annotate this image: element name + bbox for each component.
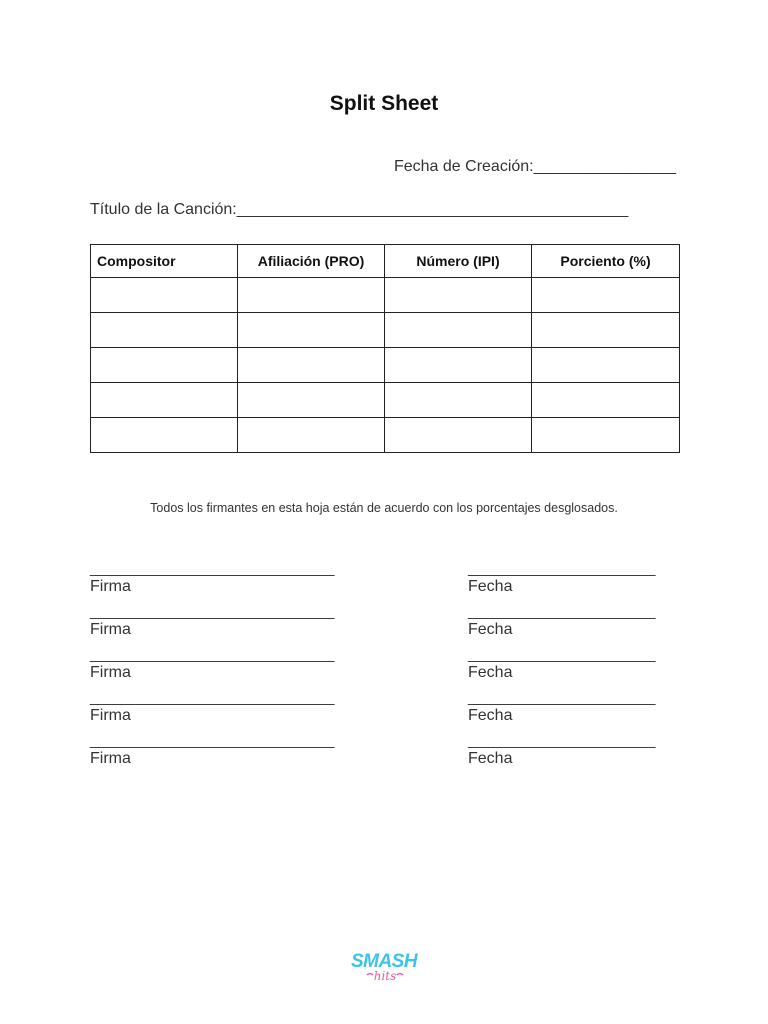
table-cell-porciento[interactable] bbox=[532, 278, 680, 313]
signature-line: ______________________________ bbox=[90, 732, 335, 749]
table-cell-numero[interactable] bbox=[385, 418, 532, 453]
signature-row bbox=[90, 647, 690, 690]
table-cell-porciento[interactable] bbox=[532, 383, 680, 418]
date-label: Fecha bbox=[468, 621, 513, 638]
table-cell-afiliacion[interactable] bbox=[238, 418, 385, 453]
table-cell-compositor[interactable] bbox=[91, 313, 238, 348]
svg-text:hits: hits bbox=[373, 969, 397, 983]
date-label: Fecha bbox=[468, 664, 513, 681]
date-field[interactable] bbox=[468, 604, 655, 640]
date-field[interactable] bbox=[468, 690, 655, 726]
header-porciento: Porciento (%) bbox=[532, 245, 680, 278]
signature-field[interactable] bbox=[90, 647, 334, 683]
signature-field[interactable] bbox=[90, 604, 334, 640]
table-cell-numero[interactable] bbox=[385, 278, 532, 313]
page-title: Split Sheet bbox=[329, 92, 439, 115]
signature-row bbox=[90, 561, 690, 604]
date-label: Fecha bbox=[468, 578, 513, 595]
table-cell-numero[interactable] bbox=[385, 383, 532, 418]
fecha-creacion-field[interactable]: Fecha de Creación:________________ bbox=[393, 158, 676, 175]
table-cell-compositor[interactable] bbox=[91, 278, 238, 313]
table-row bbox=[91, 348, 680, 383]
signature-label: Firma bbox=[90, 750, 131, 767]
table-cell-afiliacion[interactable] bbox=[238, 278, 385, 313]
date-line: _______________________ bbox=[468, 603, 656, 620]
smash-hits-logo-icon bbox=[339, 948, 429, 984]
table-row bbox=[91, 383, 680, 418]
date-field[interactable] bbox=[468, 647, 655, 683]
signature-label: Firma bbox=[90, 621, 131, 638]
signature-field[interactable] bbox=[90, 561, 334, 597]
smash-hits-logo bbox=[0, 948, 768, 989]
table-row bbox=[91, 313, 680, 348]
svg-text:SMASH: SMASH bbox=[350, 951, 418, 972]
signature-label: Firma bbox=[90, 578, 131, 595]
header-compositor: Compositor bbox=[91, 245, 238, 278]
signature-line: ______________________________ bbox=[90, 560, 335, 577]
signature-field[interactable] bbox=[90, 733, 334, 769]
table-cell-porciento[interactable] bbox=[532, 313, 680, 348]
table-cell-numero[interactable] bbox=[385, 313, 532, 348]
date-field[interactable] bbox=[468, 733, 655, 769]
signature-label: Firma bbox=[90, 664, 131, 681]
signature-line: ______________________________ bbox=[90, 646, 335, 663]
table-cell-compositor[interactable] bbox=[91, 418, 238, 453]
table-cell-porciento[interactable] bbox=[532, 418, 680, 453]
date-label: Fecha bbox=[468, 707, 513, 724]
table-cell-porciento[interactable] bbox=[532, 348, 680, 383]
signature-section bbox=[90, 561, 690, 776]
table-cell-afiliacion[interactable] bbox=[238, 313, 385, 348]
date-field[interactable] bbox=[468, 561, 655, 597]
date-line: _______________________ bbox=[468, 646, 656, 663]
signature-label: Firma bbox=[90, 707, 131, 724]
signature-line: ______________________________ bbox=[90, 689, 335, 706]
signature-field[interactable] bbox=[90, 690, 334, 726]
signature-line: ______________________________ bbox=[90, 603, 335, 620]
table-cell-afiliacion[interactable] bbox=[238, 348, 385, 383]
table-row bbox=[91, 278, 680, 313]
header-afiliacion: Afiliación (PRO) bbox=[238, 245, 385, 278]
table-header-row bbox=[91, 245, 680, 278]
date-label: Fecha bbox=[468, 750, 513, 767]
date-line: _______________________ bbox=[468, 689, 656, 706]
split-table bbox=[90, 244, 680, 453]
table-cell-compositor[interactable] bbox=[91, 348, 238, 383]
date-line: _______________________ bbox=[468, 560, 656, 577]
signature-row bbox=[90, 604, 690, 647]
signature-row bbox=[90, 690, 690, 733]
table-cell-numero[interactable] bbox=[385, 348, 532, 383]
signature-row bbox=[90, 733, 690, 776]
agreement-text: Todos los firmantes en esta hoja están de acuerdo con los porcentajes desglosados. bbox=[150, 501, 618, 515]
date-line: _______________________ bbox=[468, 732, 656, 749]
table-row bbox=[91, 418, 680, 453]
table-cell-compositor[interactable] bbox=[91, 383, 238, 418]
header-numero: Número (IPI) bbox=[385, 245, 532, 278]
titulo-cancion-field[interactable]: Título de la Canción:____________________________________________ bbox=[90, 201, 629, 218]
table-cell-afiliacion[interactable] bbox=[238, 383, 385, 418]
